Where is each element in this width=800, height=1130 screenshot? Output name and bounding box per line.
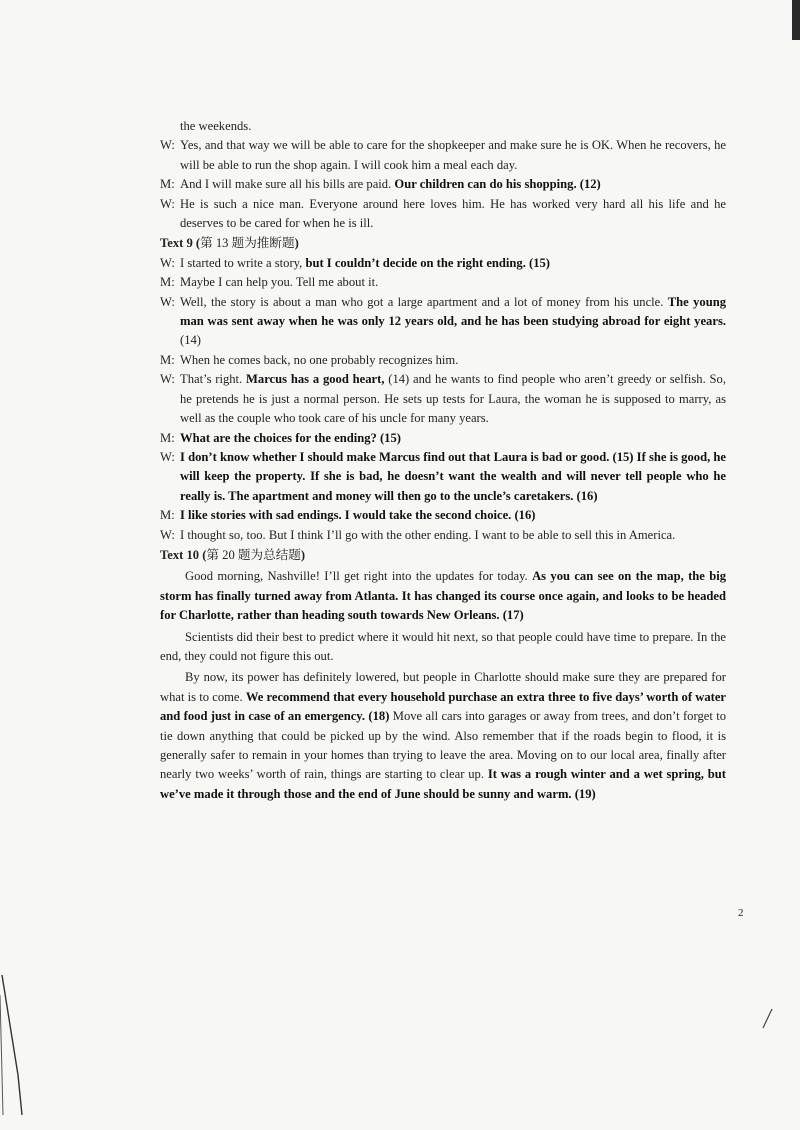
text-segment: the weekends. — [180, 119, 252, 133]
text-segment: (14) — [180, 333, 201, 348]
highlighted-text: Our children can do his shopping. (12) — [394, 177, 601, 192]
text-segment: I thought so, too. But I think I’ll go with the other ending. I want to be able to sell this in America. — [180, 527, 676, 542]
speaker-label: M: — [160, 430, 175, 445]
text-segment: Scientists did their best to predict where it would hit next, so that people could have time to prepare. In the end, they could not figure this out. — [160, 629, 726, 663]
dialogue-line — [160, 448, 726, 506]
text-segment: I started to write a story, — [180, 255, 306, 270]
text-segment: ) — [294, 236, 299, 251]
dialogue-line — [160, 293, 726, 351]
text-segment: He is such a nice man. Everyone around here loves him. He has worked very hard all his life and he deserves to be cared for when he is ill. — [180, 196, 726, 231]
scan-edge-mark-left — [0, 975, 30, 1115]
text-segment: By now, its power has definitely lowered, but people in Charlotte should make sure they are prepared for what is to come. — [160, 670, 726, 704]
text-segment: Maybe I can help you. Tell me about it. — [180, 275, 379, 290]
text-segment: (14) and he wants to find people who aren’t greedy or selfish. So, he pretends he is just a normal person. He sets up tests for Laura, the woman he is supposed to marry, as well as the couple who took care of his uncle for many years. — [180, 372, 726, 426]
dialogue-line — [160, 526, 726, 545]
dialogue-line — [160, 136, 726, 175]
section-heading — [160, 546, 726, 565]
scan-edge-mark-right — [792, 0, 800, 40]
dialogue-line — [160, 273, 726, 292]
paragraph — [160, 117, 726, 136]
text-segment: 第 13 题为推断题 — [200, 236, 295, 251]
paragraph — [160, 628, 726, 667]
text-segment: Yes, and that way we will be able to care for the shopkeeper and make sure he is OK. When he recovers, he will be able to run the shop again. I will cook him a meal each day. — [180, 138, 726, 172]
speaker-label: W: — [160, 449, 175, 464]
text-segment: 第 20 题为总结题 — [206, 547, 301, 562]
section-heading — [160, 234, 726, 253]
speaker-label: W: — [160, 294, 175, 309]
text-segment: ) — [300, 547, 306, 562]
dialogue-line — [160, 370, 726, 428]
dialogue-line — [160, 351, 726, 370]
highlighted-text: I don’t know whether I should make Marcus find out that Laura is bad or good. (15) If she is good, he will keep the property. If she is bad, he doesn’t want the wealth and will never tell people who he really is. The apartment and money will then go to the uncle’s caretakers. (16) — [180, 449, 726, 503]
dialogue-line — [160, 195, 726, 234]
paragraph — [160, 567, 726, 625]
dialogue-line — [160, 175, 726, 194]
paragraph — [160, 668, 726, 804]
text-segment: Text 10 ( — [160, 547, 207, 562]
highlighted-text: I like stories with sad endings. I would take the second choice. (16) — [180, 508, 536, 523]
text-segment: Move all cars into garages or away from trees, and don’t forget to tie down anything that could be picked up by the wind. Also remember that if the roads begin to flood, it is generally safer to remain in your homes than trying to leave the area. Moving on to our local area, finally after nearly two weeks’ worth of rain, things are starting to clear up. — [160, 709, 726, 782]
speaker-label: W: — [160, 372, 175, 387]
highlighted-text: We recommend that every household purchase an extra three to five days’ worth of water and food just in case of an emergency. (18) — [160, 689, 726, 724]
speaker-label: W: — [160, 138, 175, 153]
speaker-label: M: — [160, 275, 175, 290]
speaker-label: W: — [160, 255, 175, 270]
highlighted-text: but I couldn’t decide on the right ending. (15) — [305, 255, 550, 270]
highlighted-text: Marcus has a good heart, — [246, 372, 385, 387]
highlighted-text: As you can see on the map, the big storm has finally turned away from Atlanta. It has changed its course once again, and looks to be headed for Charlotte, rather than heading south towards New Orleans. (17) — [160, 569, 726, 623]
highlighted-text: The young man was sent away when he was only 12 years old, and he has been studying abroad for eight years. — [180, 294, 726, 329]
text-segment: Text 9 ( — [160, 236, 201, 251]
speaker-label: W: — [160, 527, 175, 542]
speaker-label: W: — [160, 196, 175, 211]
dialogue-line — [160, 429, 726, 448]
document-body — [160, 117, 726, 804]
text-segment: Well, the story is about a man who got a large apartment and a lot of money from his uncle. — [180, 294, 668, 309]
speaker-label: M: — [160, 177, 175, 192]
text-segment: And I will make sure all his bills are paid. — [180, 177, 395, 192]
highlighted-text: What are the choices for the ending? (15) — [180, 430, 401, 445]
dialogue-line — [160, 254, 726, 273]
highlighted-text: It was a rough winter and a wet spring, but we’ve made it through those and the end of June should be sunny and warm. (19) — [160, 767, 726, 801]
scan-stray-mark — [760, 1008, 774, 1030]
speaker-label: M: — [160, 352, 175, 367]
page-number: 2 — [738, 907, 744, 919]
text-segment: That’s right. — [180, 372, 247, 387]
dialogue-line — [160, 506, 726, 525]
text-segment: When he comes back, no one probably recognizes him. — [180, 352, 459, 367]
speaker-label: M: — [160, 508, 175, 523]
text-segment: Good morning, Nashville! I’ll get right into the updates for today. — [185, 569, 533, 584]
